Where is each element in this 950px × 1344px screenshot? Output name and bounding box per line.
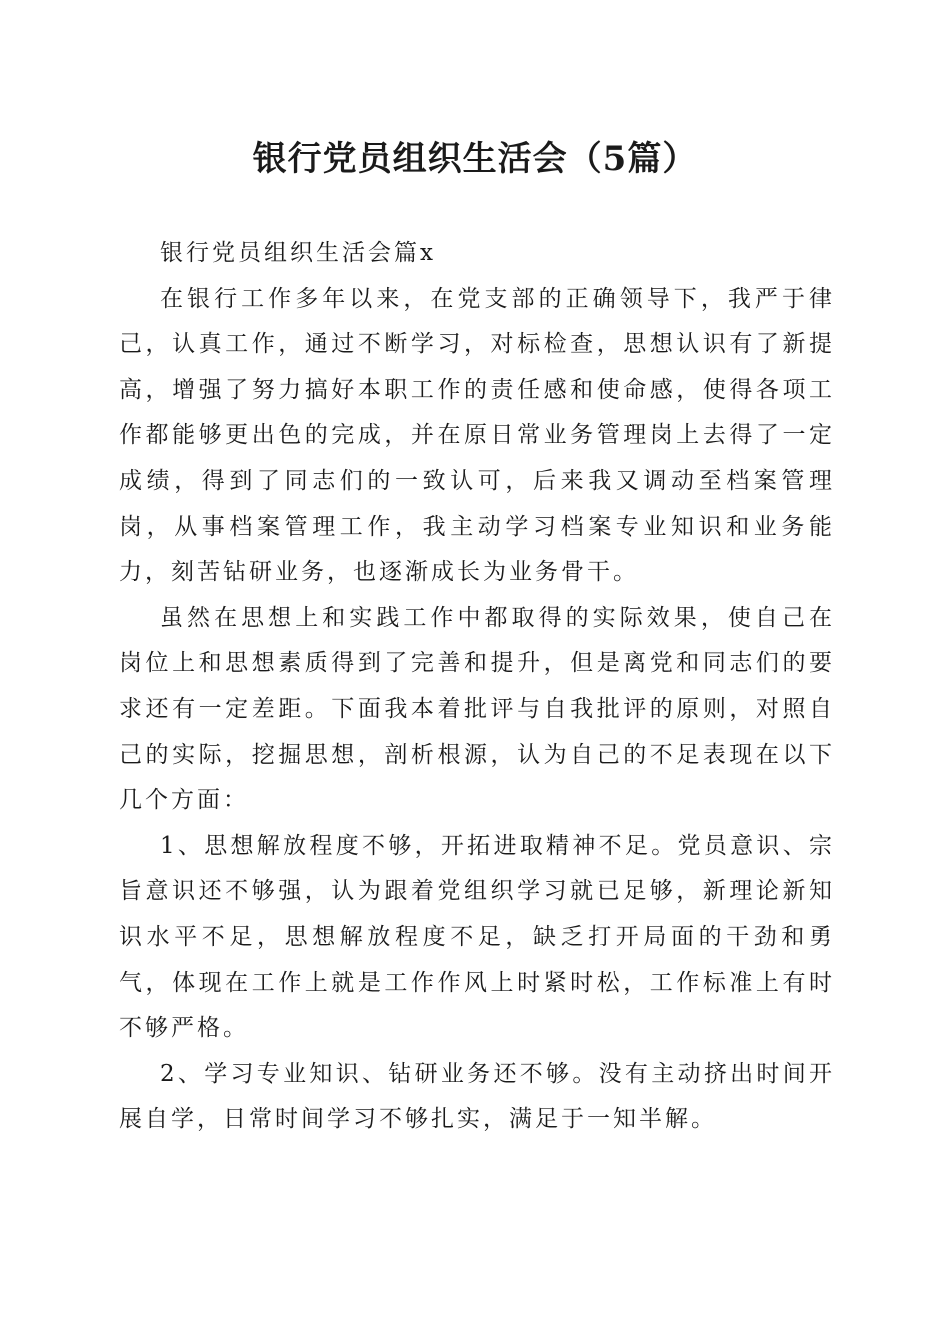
- document-title: 银行党员组织生活会（5篇）: [252, 139, 698, 179]
- section-heading: 银行党员组织生活会篇x: [160, 240, 436, 266]
- document-body: [119, 231, 835, 1143]
- paragraph-point-2: 2、学习专业知识、钻研业务还不够。没有主动挤出时间开展自学，日常时间学习不够扎实，满足于一知半解。: [119, 1060, 835, 1133]
- paragraph-intro: 在银行工作多年以来，在党支部的正确领导下，我严于律己，认真工作，通过不断学习，对标检查，思想认识有了新提高，增强了努力搞好本职工作的责任感和使命感，使得各项工作都能够更出色的完成，并在原日常业务管理岗上去得了一定成绩，得到了同志们的一致认可，后来我又调动至档案管理岗，从事档案管理工作，我主动学习档案专业知识和业务能力，刻苦钻研业务，也逐渐成长为业务骨干。: [119, 285, 835, 586]
- paragraph-shortcomings: 虽然在思想上和实践工作中都取得的实际效果，使自己在岗位上和思想素质得到了完善和提升，但是离党和同志们的要求还有一定差距。下面我本着批评与自我批评的原则，对照自己的实际，挖掘思想，剖析根源，认为自己的不足表现在以下几个方面：: [119, 604, 835, 814]
- paragraph-point-1: 1、思想解放程度不够，开拓进取精神不足。党员意识、宗旨意识还不够强，认为跟着党组织学习就已足够，新理论新知识水平不足，思想解放程度不足，缺乏打开局面的干劲和勇气，体现在工作上就是工作作风上时紧时松，工作标准上有时不够严格。: [119, 832, 835, 1042]
